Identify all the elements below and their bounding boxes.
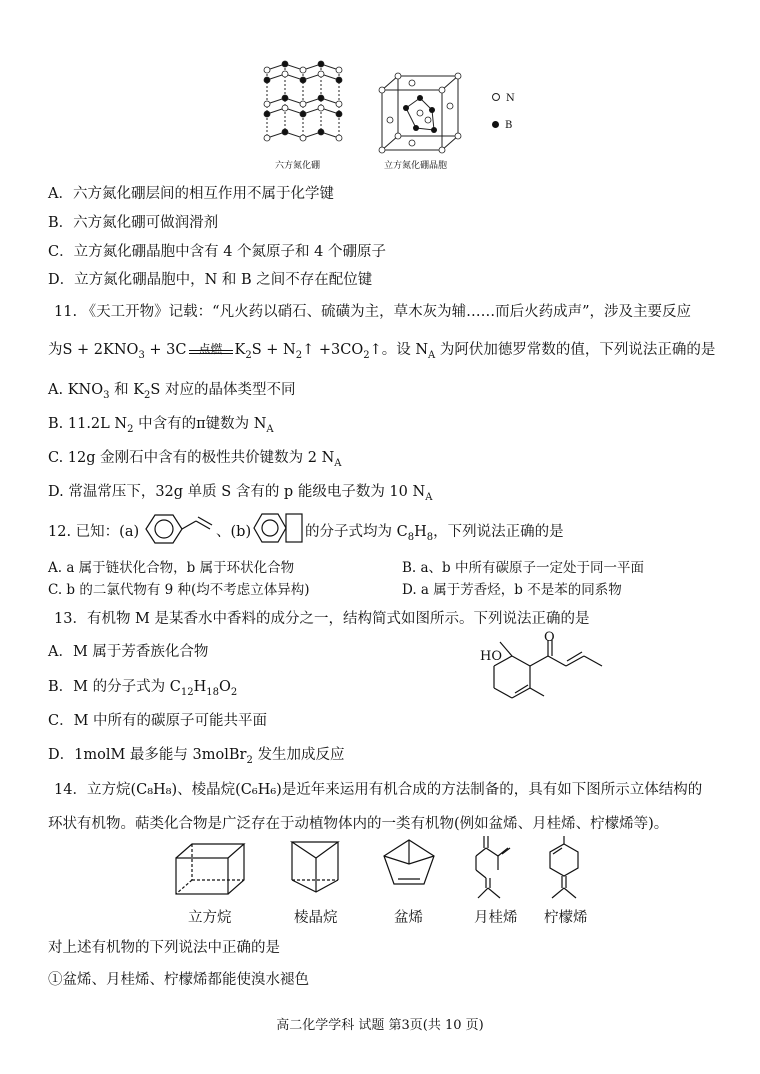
- label-prismane: 棱晶烷: [294, 910, 338, 926]
- q11-stem: 11. 《天工开物》记载：“凡火药以硝石、硫磺为主，草木灰为辅……而后火药成声”，涉及主要反应: [54, 304, 691, 320]
- cubic-bn-caption: 立方氮化硼晶胞: [384, 161, 448, 171]
- q10-option-d: D．立方氮化硼晶胞中，N 和 B 之间不存在配位键: [48, 272, 373, 288]
- q13-option-a: A．M 属于芳香族化合物: [48, 644, 209, 660]
- q12-stem-prefix: 12. 已知：(a): [48, 524, 140, 540]
- open-circle-icon: [492, 93, 500, 101]
- hexagonal-bn-figure: [255, 58, 355, 153]
- legend-n: N: [492, 93, 515, 104]
- q10-option-b: B．六方氮化硼可做润滑剂: [48, 215, 219, 231]
- q12-option-d: D. a 属于芳香烃，b 不是苯的同系物: [402, 582, 622, 598]
- label-myrcene: 月桂烯: [474, 910, 518, 926]
- cubane-structure: [170, 838, 250, 900]
- q11-option-d: D. 常温常压下，32g 单质 S 含有的 p 能级电子数为 10 $N_A$: [48, 484, 433, 503]
- structure-ho-label: HO: [480, 649, 502, 664]
- page-footer: 高二化学学科 试题 第3页(共 10 页): [276, 1018, 484, 1033]
- label-benzvalene: 盆烯: [394, 910, 423, 926]
- q14-question: 对上述有机物的下列说法中正确的是: [48, 940, 280, 956]
- q13-option-d: D．1molM 最多能与 3molBr$_2$ 发生加成反应: [48, 747, 345, 766]
- q10-option-c: C．立方氮化硼晶胞中含有 4 个氮原子和 4 个硼原子: [48, 244, 386, 260]
- limonene-structure: [540, 832, 590, 904]
- myrcene-structure: [470, 832, 520, 904]
- q12-stem-suffix: 的分子式均为 $C_8H_8$，下列说法正确的是: [305, 524, 564, 543]
- prismane-structure: [288, 836, 342, 896]
- benzvalene-structure: [378, 836, 440, 892]
- q12-separator: 、(b): [216, 524, 252, 540]
- q12-option-a: A. a 属于链状化合物，b 属于环状化合物: [48, 560, 295, 576]
- q13-option-c: C．M 中所有的碳原子可能共平面: [48, 713, 268, 729]
- q13-stem: 13．有机物 M 是某香水中香料的成分之一，结构简式如图所示。下列说法正确的是: [54, 611, 590, 627]
- filled-circle-icon: [492, 121, 499, 128]
- benzocyclobutene-structure: [250, 508, 308, 548]
- structure-o-label: O: [544, 630, 555, 645]
- legend-b: B: [492, 120, 512, 131]
- q14-stem-line2: 环状有机物。萜类化合物是广泛存在于动植物体内的一类有机物(例如盆烯、月桂烯、柠檬烯等)。: [48, 816, 669, 832]
- q11-equation: 为$S + 2KNO_3 + 3C$ 点燃 $K_2S$ + $N_2↑$ $+3CO_2↑$。设 $N_A$ 为阿伏加德罗常数的值，下列说法正确的是: [48, 342, 716, 361]
- q14-item-1: ①盆烯、月桂烯、柠檬烯都能使溴水褪色: [48, 972, 309, 988]
- label-cubane: 立方烷: [188, 910, 232, 926]
- styrene-structure: [138, 510, 216, 548]
- q10-option-a: A．六方氮化硼层间的相互作用不属于化学键: [48, 186, 334, 202]
- q14-stem-line1: 14．立方烷(C₈H₈)、棱晶烷(C₆H₆)是近年来运用有机合成的方法制备的，具有如下图所示立体结构的: [54, 782, 703, 798]
- q11-option-c: C. 12g 金刚石中含有的极性共价键数为 2 $N_A$: [48, 450, 342, 469]
- compound-m-structure: [472, 632, 622, 732]
- label-limonene: 柠檬烯: [544, 910, 588, 926]
- cubic-bn-figure: [374, 68, 464, 158]
- q12-option-b: B. a、b 中所有碳原子一定处于同一平面: [402, 560, 644, 576]
- q12-option-c: C. b 的二氯代物有 9 种(均不考虑立体异构): [48, 582, 310, 598]
- q13-option-b: B．M 的分子式为 $C_{12}H_{18}O_2$: [48, 679, 238, 698]
- hexagonal-bn-caption: 六方氮化硼: [275, 161, 321, 171]
- q11-option-a: A. $KNO_3$ 和 $K_2S$ 对应的晶体类型不同: [48, 382, 296, 401]
- q11-option-b: B. 11.2L $N_2$ 中含有的π键数为 $N_A$: [48, 416, 274, 435]
